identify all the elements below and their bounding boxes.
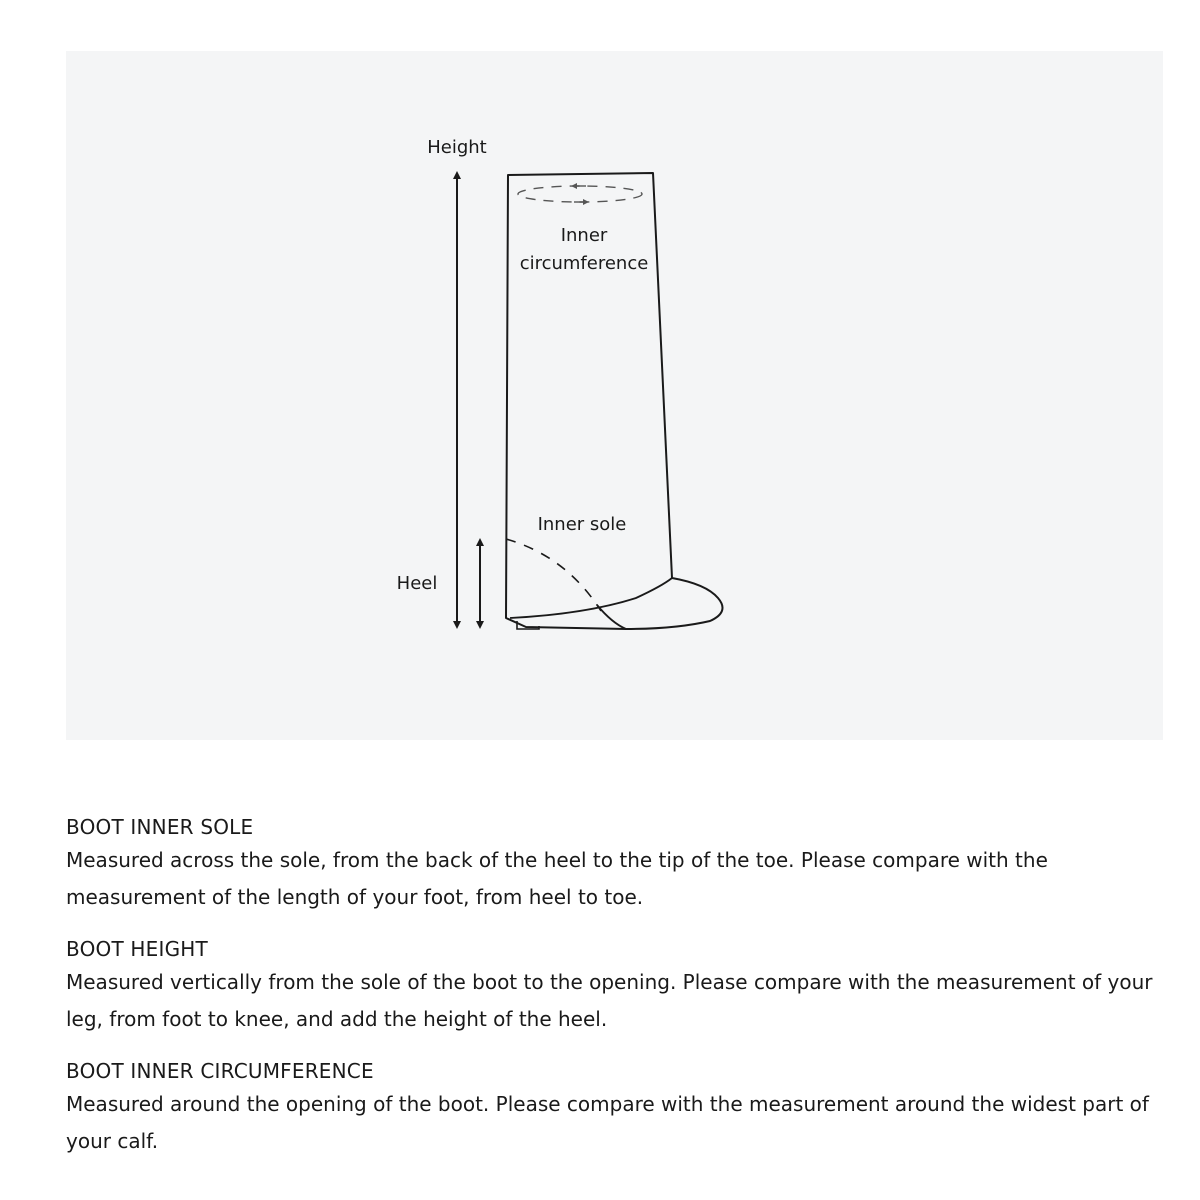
boot-outline <box>506 173 723 629</box>
heel-label: Heel <box>396 573 438 594</box>
inner-sole-section <box>66 812 1166 916</box>
inner-sole-title: BOOT INNER SOLE <box>66 815 254 839</box>
boot-foot-curve <box>510 578 672 618</box>
inner-sole-description: Measured across the sole, from the back of the heel to the tip of the toe. Please compare with the measurement of the length of your foot, from heel to toe. <box>66 848 1048 909</box>
inner-circumference-guide <box>518 186 642 202</box>
inner-circumference-title: BOOT INNER CIRCUMFERENCE <box>66 1059 374 1083</box>
inner-circumference-label-line1: Inner <box>560 225 608 246</box>
boot-diagram-svg <box>66 51 1163 740</box>
inner-sole-dashed-line <box>506 539 601 611</box>
inner-circumference-section <box>66 1056 1166 1160</box>
height-label: Height <box>427 137 487 158</box>
height-description: Measured vertically from the sole of the boot to the opening. Please compare with the measurement of your leg, from foot to knee, and add the height of the heel. <box>66 970 1153 1031</box>
height-section <box>66 934 1166 1038</box>
measurement-guide <box>66 812 1166 1178</box>
inner-circumference-label-line2: circumference <box>519 253 649 274</box>
inner-circumference-description: Measured around the opening of the boot. Please compare with the measurement around the widest part of your calf. <box>66 1092 1149 1153</box>
boot-measurement-diagram <box>66 51 1163 740</box>
inner-sole-label: Inner sole <box>537 514 627 535</box>
boot-toe-curve <box>597 605 626 629</box>
height-title: BOOT HEIGHT <box>66 937 208 961</box>
